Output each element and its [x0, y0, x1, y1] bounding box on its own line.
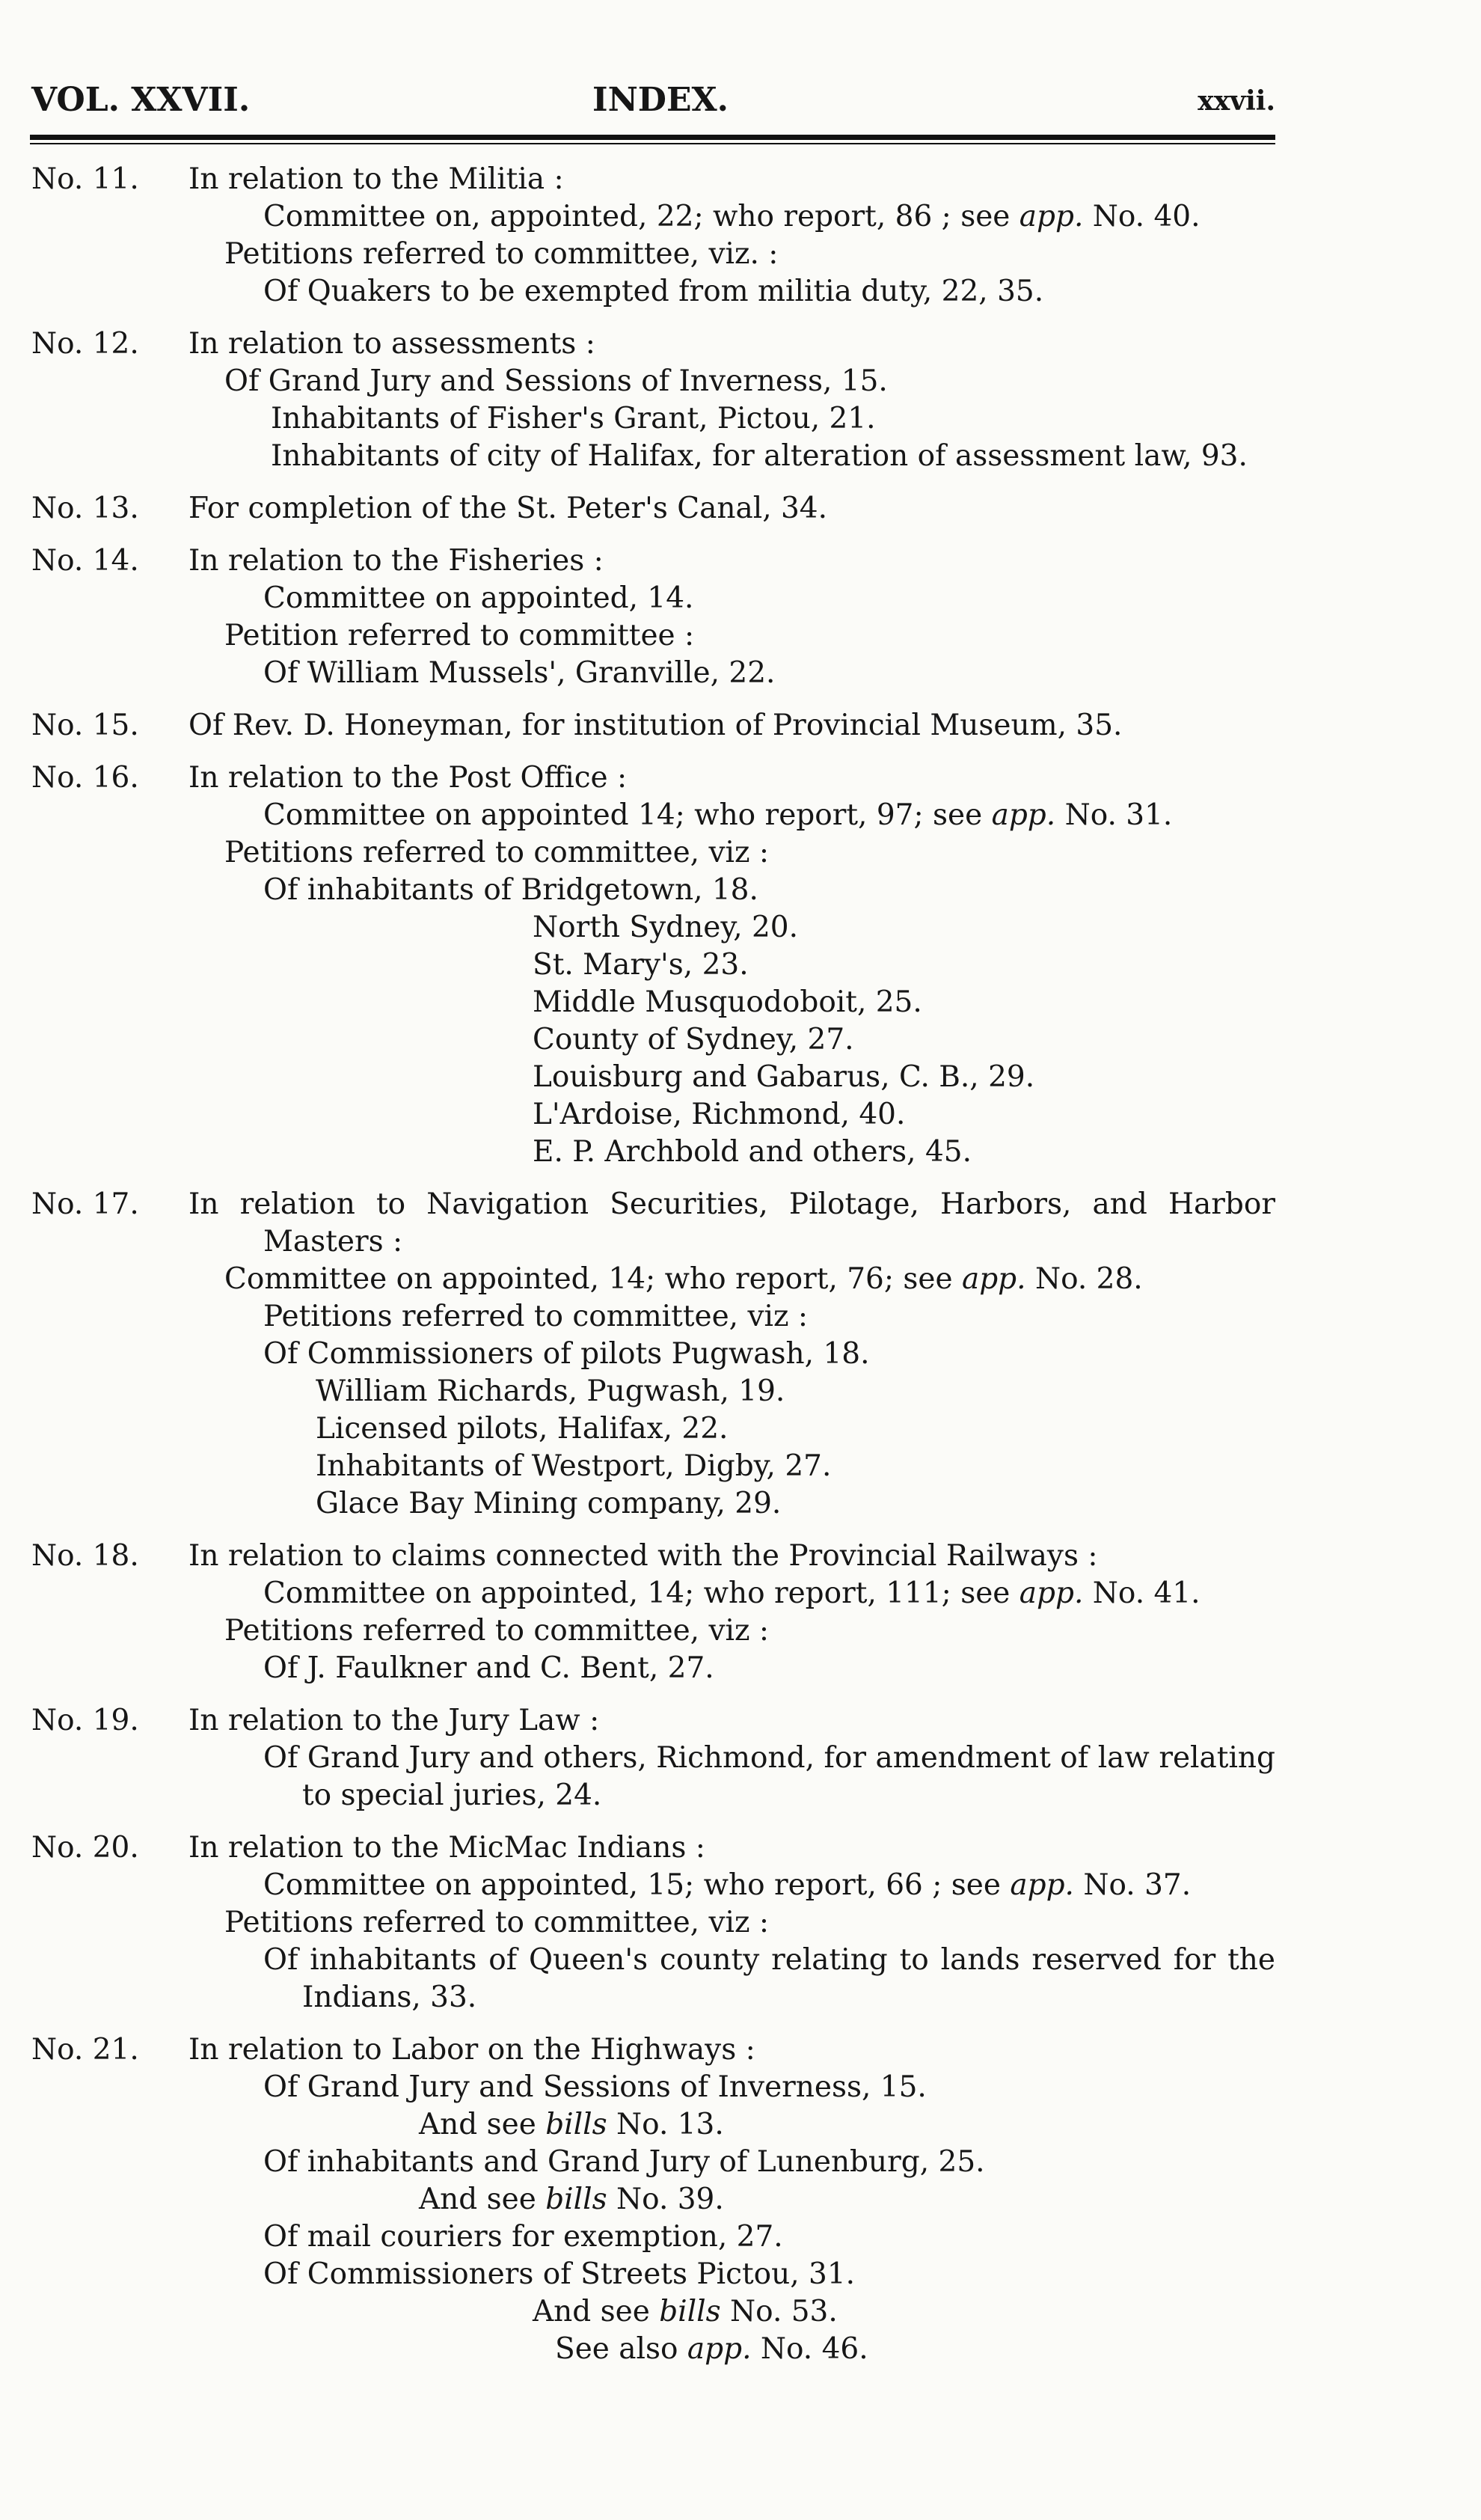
- index-entry: [30, 490, 1275, 527]
- index-entry: [30, 1829, 1275, 2016]
- entry-line: Inhabitants of Westport, Digby, 27.: [316, 1449, 832, 1483]
- entry-line: Of Commissioners of pilots Pugwash, 18.: [263, 1337, 870, 1371]
- page-number: xxvii.: [1198, 85, 1275, 117]
- entry-line: Petitions referred to committee, viz :: [224, 1906, 770, 1939]
- entry-line: Of Commissioners of Streets Pictou, 31.: [263, 2257, 856, 2291]
- entry-line: St. Mary's, 23.: [533, 948, 749, 982]
- index-entry: [30, 759, 1275, 1171]
- entry-line: Committee on appointed 14; who report, 97; see app. No. 31.: [263, 798, 1173, 832]
- index-entry: [30, 161, 1275, 311]
- index-entry: [30, 707, 1275, 744]
- entry-heading: In relation to the Jury Law :: [188, 1704, 600, 1737]
- entry-heading: In relation to the Post Office :: [188, 761, 628, 795]
- entry-number: No. 13.: [31, 492, 139, 525]
- entry-line: Of J. Faulkner and C. Bent, 27.: [263, 1651, 714, 1685]
- entry-line: Petitions referred to committee, viz. :: [224, 237, 779, 271]
- entry-line: Committee on appointed, 15; who report, 66 ; see app. No. 37.: [263, 1868, 1192, 1902]
- entry-line: Of Grand Jury and others, Richmond, for amendment of law relating to special juries, 24.: [263, 1741, 1275, 1812]
- header-rule-thin: [30, 143, 1275, 144]
- entry-line: Of inhabitants of Queen's county relating to lands reserved for the Indians, 33.: [263, 1943, 1275, 2014]
- page-header: [30, 75, 1275, 127]
- index-entry: [30, 325, 1275, 475]
- entry-line: Committee on appointed, 14; who report, 76; see app. No. 28.: [224, 1262, 1143, 1296]
- index-entry: [30, 1538, 1275, 1687]
- entry-heading: In relation to Navigation Securities, Pilotage, Harbors, and Harbor Masters :: [188, 1187, 1275, 1259]
- entry-heading: In relation to the MicMac Indians :: [188, 1831, 705, 1865]
- entry-line: Inhabitants of city of Halifax, for alteration of assessment law, 93.: [271, 439, 1248, 473]
- entry-line: E. P. Archbold and others, 45.: [533, 1135, 972, 1169]
- entry-line: Committee on appointed, 14; who report, 111; see app. No. 41.: [263, 1576, 1201, 1610]
- entry-number: No. 16.: [31, 761, 139, 795]
- index-entry: [30, 542, 1275, 692]
- entry-line: Of Grand Jury and Sessions of Inverness, 15.: [263, 2070, 927, 2104]
- entry-line: Of inhabitants of Bridgetown, 18.: [263, 873, 758, 907]
- index-entry: [30, 1186, 1275, 1523]
- entry-line: Of Quakers to be exempted from militia duty, 22, 35.: [263, 275, 1044, 308]
- entry-line: Louisburg and Gabarus, C. B., 29.: [533, 1060, 1035, 1094]
- entry-heading: In relation to Labor on the Highways :: [188, 2033, 755, 2067]
- entry-line: And see bills No. 13.: [419, 2108, 724, 2141]
- entry-heading: In relation to the Militia :: [188, 162, 564, 196]
- entry-line: Glace Bay Mining company, 29.: [316, 1487, 782, 1520]
- entry-line: Petitions referred to committee, viz :: [224, 1614, 770, 1648]
- entry-line: North Sydney, 20.: [533, 911, 799, 944]
- entry-number: No. 12.: [31, 327, 139, 361]
- entry-heading: In relation to the Fisheries :: [188, 544, 604, 578]
- entry-number: No. 18.: [31, 1539, 139, 1573]
- entry-number: No. 11.: [31, 162, 139, 196]
- entry-heading: In relation to claims connected with the Provincial Railways :: [188, 1539, 1098, 1573]
- page-title: INDEX.: [592, 81, 729, 119]
- entry-number: No. 14.: [31, 544, 139, 578]
- entry-line: Licensed pilots, Halifax, 22.: [316, 1412, 729, 1446]
- entry-line: Of inhabitants and Grand Jury of Lunenburg, 25.: [263, 2145, 985, 2179]
- entry-heading: Of Rev. D. Honeyman, for institution of Provincial Museum, 35.: [188, 709, 1123, 742]
- entry-line: Of Grand Jury and Sessions of Inverness, 15.: [224, 364, 888, 398]
- entry-number: No. 21.: [31, 2033, 139, 2067]
- entry-heading: In relation to assessments :: [188, 327, 595, 361]
- entry-line: Of William Mussels', Granville, 22.: [263, 656, 776, 690]
- entry-heading: For completion of the St. Peter's Canal, 34.: [188, 492, 828, 525]
- entry-line: Committee on, appointed, 22; who report, 86 ; see app. No. 40.: [263, 200, 1201, 233]
- entry-number: No. 17.: [31, 1187, 139, 1221]
- index-entries: [30, 161, 1275, 2368]
- entry-line: Petition referred to committee :: [224, 619, 695, 652]
- entry-line: L'Ardoise, Richmond, 40.: [533, 1098, 906, 1131]
- entry-line: Petitions referred to committee, viz :: [224, 836, 770, 869]
- entry-line: County of Sydney, 27.: [533, 1023, 854, 1056]
- header-rule-thick: [30, 135, 1275, 140]
- index-entry: [30, 2031, 1275, 2368]
- entry-line: Inhabitants of Fisher's Grant, Pictou, 21.: [271, 402, 876, 435]
- entry-number: No. 19.: [31, 1704, 139, 1737]
- entry-line: And see bills No. 53.: [533, 2295, 838, 2328]
- entry-line: Committee on appointed, 14.: [263, 581, 694, 615]
- entry-number: No. 15.: [31, 709, 139, 742]
- entry-line: William Richards, Pugwash, 19.: [316, 1374, 785, 1408]
- volume-label: VOL. XXVII.: [31, 81, 251, 119]
- entry-line: Of mail couriers for exemption, 27.: [263, 2220, 783, 2254]
- entry-line: Middle Musquodoboit, 25.: [533, 985, 922, 1019]
- index-page: [30, 75, 1275, 2383]
- entry-line: And see bills No. 39.: [419, 2183, 724, 2216]
- index-entry: [30, 1702, 1275, 1814]
- entry-line: Petitions referred to committee, viz :: [263, 1300, 809, 1333]
- entry-number: No. 20.: [31, 1831, 139, 1865]
- entry-line: See also app. No. 46.: [555, 2332, 868, 2366]
